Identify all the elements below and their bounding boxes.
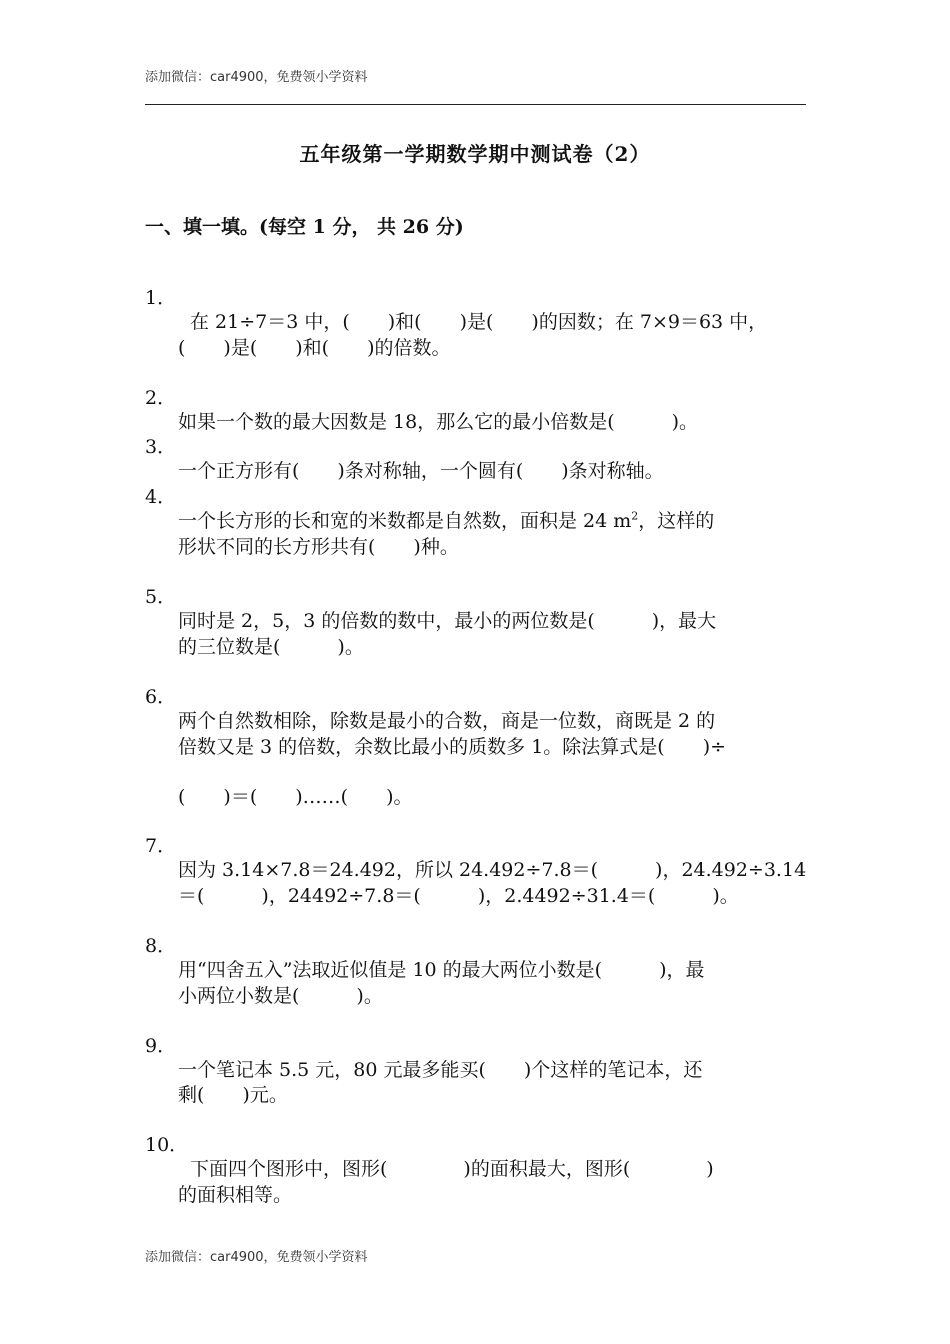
question-text: ＝( )，24492÷7.8＝( )，2.4492÷31.4＝( )。 [178, 885, 739, 907]
question-text: 的三位数是( )。 [178, 636, 364, 658]
question-5-cont [0, 611, 364, 659]
page-title: 五年级第一学期数学期中测试卷（2） [299, 142, 651, 166]
question-number: 10． [145, 1134, 189, 1156]
question-text: 两个自然数相除，除数是最小的合数，商是一位数，商既是 2 的 [178, 710, 716, 732]
question-9-cont [0, 1059, 288, 1107]
question-number: 9． [145, 1035, 177, 1057]
question-number: 7． [145, 835, 177, 857]
question-text: 如果一个数的最大因数是 18，那么它的最小倍数是( )。 [178, 411, 699, 433]
question-10-cont [0, 1159, 293, 1207]
question-text: 因为 3.14×7.8＝24.492，所以 24.492÷7.8＝( )，24.492÷3.14 [178, 859, 807, 881]
section-heading: 一、填一填。(每空 1 分， 共 26 分) [145, 216, 464, 238]
question-text: 倍数又是 3 的倍数，余数比最小的质数多 1。除法算式是( )÷ [178, 736, 727, 758]
question-8-cont [0, 960, 383, 1008]
question-text-part: 一个长方形的长和宽的米数都是自然数，面积是 24 m [178, 510, 632, 532]
header-note: 添加微信：car4900，免费领小学资料 [145, 70, 368, 85]
question-text: 在 21÷7＝3 中，( )和( )是( )的因数；在 7×9＝63 中， [190, 311, 768, 333]
question-6-cont [0, 761, 413, 809]
question-text: 形状不同的长方形共有( )种。 [178, 536, 459, 558]
footer-note: 添加微信：car4900，免费领小学资料 [145, 1250, 368, 1265]
question-text: 剩( )元。 [178, 1084, 288, 1106]
question-number: 6． [145, 686, 177, 708]
header-divider [145, 104, 806, 105]
question-text: 下面四个图形中，图形( )的面积最大，图形( ) [190, 1158, 714, 1180]
question-1-cont [0, 312, 451, 360]
question-text [178, 509, 806, 533]
question-text: 一个正方形有( )条对称轴，一个圆有( )条对称轴。 [178, 460, 664, 482]
question-text: ( )是( )和( )的倍数。 [178, 337, 451, 359]
question-number: 1． [145, 287, 177, 309]
question-text: 一个笔记本 5.5 元，80 元最多能买( )个这样的笔记本，还 [178, 1059, 703, 1081]
question-number: 2． [145, 387, 177, 409]
question-text: 的面积相等。 [178, 1184, 293, 1206]
question-number: 5． [145, 586, 177, 608]
question-text: ( )＝( )……( )。 [178, 786, 413, 808]
question-number: 3． [145, 436, 177, 458]
question-text: 用“四舍五入”法取近似值是 10 的最大两位小数是( )，最 [178, 959, 705, 981]
question-number: 8． [145, 935, 177, 957]
question-text: 小两位小数是( )。 [178, 985, 383, 1007]
unit-superscript: 2 [631, 509, 639, 523]
question-number: 4． [145, 486, 177, 508]
question-text-part: ，这样的 [638, 510, 715, 532]
question-text: 同时是 2，5，3 的倍数的数中，最小的两位数是( )，最大 [178, 610, 717, 632]
